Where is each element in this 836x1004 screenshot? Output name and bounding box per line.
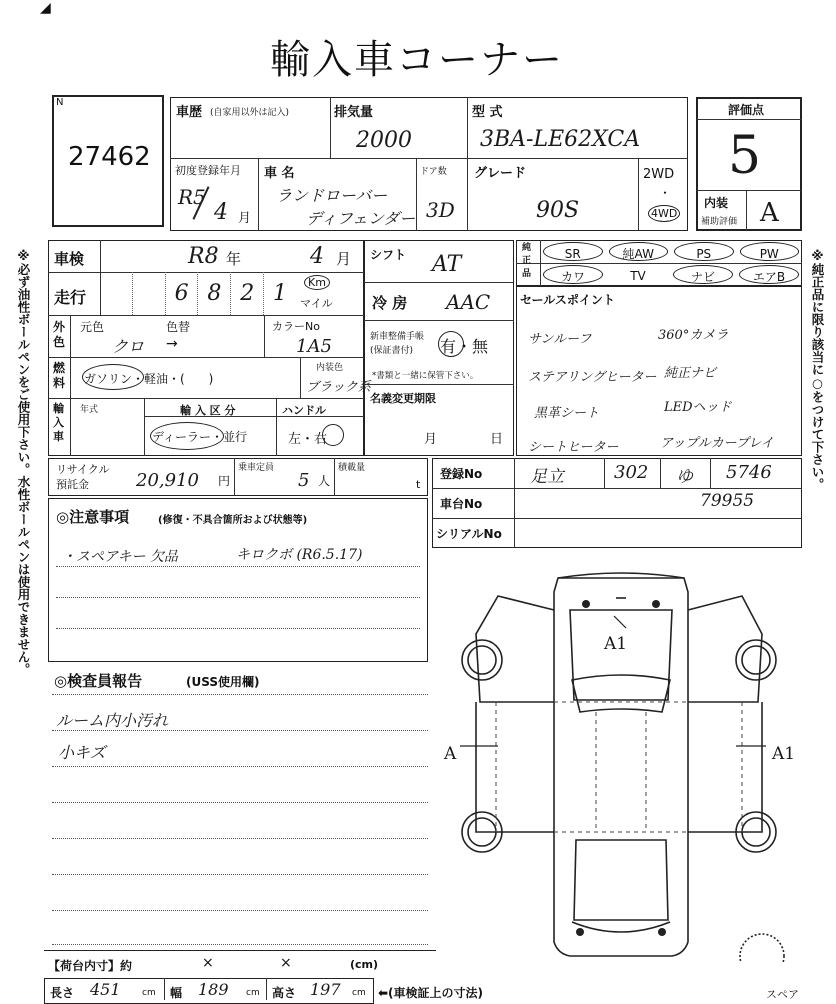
sales-point-7: シートヒーター bbox=[528, 440, 619, 455]
car-name-line1: ランドローバー bbox=[276, 186, 388, 205]
car-name-label: 車 名 bbox=[264, 166, 295, 181]
import-year-label: 年式 bbox=[80, 405, 99, 415]
equipment-tv: TV bbox=[630, 269, 646, 283]
sales-point-6: LEDヘッド bbox=[664, 400, 732, 415]
first-reg-month-unit: 月 bbox=[238, 211, 252, 226]
fuel-label: 燃料 bbox=[53, 361, 66, 390]
chassis-label: 車台No bbox=[440, 497, 483, 511]
score-label: 評価点 bbox=[728, 103, 765, 117]
door-value: 3D bbox=[426, 198, 455, 222]
reg-area: 足立 bbox=[530, 467, 564, 487]
import-type-circle bbox=[150, 422, 224, 450]
drive-4wd: 4WD bbox=[648, 205, 680, 222]
capacity-unit: 人 bbox=[318, 474, 331, 488]
manual-circle bbox=[438, 331, 464, 357]
name-change-day: 日 bbox=[490, 432, 504, 447]
mileage-unit-km: Km bbox=[304, 275, 330, 290]
mileage-digit bbox=[100, 272, 133, 315]
drive-dot: ・ bbox=[659, 186, 672, 200]
history-note: (自家用以外は記入) bbox=[210, 108, 290, 118]
grade-label: グレード bbox=[474, 166, 527, 181]
mileage-cells bbox=[100, 272, 296, 315]
sales-points-label: セールスポイント bbox=[520, 293, 615, 307]
serial-label: シリアルNo bbox=[436, 527, 502, 541]
notes-line-1: ・スペアキー 欠品 bbox=[62, 549, 178, 565]
shaken-year: R8 bbox=[188, 244, 219, 269]
left-side-note: ※必ず油性ボールペンをご使用下さい。水性ボールペンは使用できません。 bbox=[16, 248, 31, 676]
car-name-line2: ディフェンダー bbox=[306, 209, 416, 228]
shaken-year-unit: 年 bbox=[226, 250, 242, 268]
recycle-label-1: リサイクル bbox=[56, 463, 110, 476]
width-unit: cm bbox=[246, 988, 260, 998]
color-code-value: 1A5 bbox=[296, 336, 332, 357]
mileage-digit: 2 bbox=[231, 272, 264, 315]
height-unit: cm bbox=[352, 988, 366, 998]
reg-number: 5746 bbox=[726, 462, 772, 483]
grade-value: 90S bbox=[536, 198, 580, 223]
sales-point-5: 黒革シート bbox=[534, 406, 600, 421]
interior-color-label: 内装色 bbox=[316, 363, 344, 373]
import-type-label: 輸 入 区 分 bbox=[180, 404, 236, 417]
sales-point-3: ステアリングヒーター bbox=[528, 370, 657, 385]
notes-sub: (修復・不具合箇所および状態等) bbox=[158, 515, 308, 526]
diagram-mark-left: A bbox=[444, 744, 457, 764]
length-unit: cm bbox=[142, 988, 156, 998]
width-value: 189 bbox=[198, 980, 229, 999]
inspector-sub: (USS使用欄) bbox=[186, 675, 260, 689]
first-reg-month: 4 bbox=[214, 200, 228, 225]
interior-color-value: ブラック系 bbox=[306, 380, 371, 395]
lot-number-box bbox=[52, 95, 164, 227]
right-side-note: ※純正品に限り該当に○をつけて下さい。 bbox=[810, 248, 825, 491]
notes-line-1b: キロクボ (R6.5.17) bbox=[236, 547, 363, 563]
equipment-row-2 bbox=[540, 263, 802, 286]
aircon-value: AAC bbox=[446, 290, 491, 314]
inspector-line-1: ルーム内小汚れ bbox=[56, 711, 169, 730]
width-label: 幅 bbox=[170, 986, 183, 1000]
sales-point-1: サンルーフ bbox=[528, 332, 592, 347]
import-type-value: ディーラー・並行 bbox=[152, 430, 248, 444]
orig-color-label: 元色 bbox=[80, 320, 105, 334]
displacement-label: 排気量 bbox=[334, 105, 374, 120]
shaken-month: 4 bbox=[310, 244, 324, 269]
equipment-navi: ナビ bbox=[673, 265, 733, 284]
height-value: 197 bbox=[310, 980, 341, 999]
orig-color-value: クロ bbox=[112, 337, 145, 356]
equipment-ps: PS bbox=[674, 242, 734, 261]
displacement-value: 2000 bbox=[356, 128, 412, 153]
mileage-digit: 8 bbox=[198, 272, 231, 315]
color-code-label: カラーNo bbox=[272, 320, 320, 333]
equipment-row-1 bbox=[540, 240, 802, 263]
equipment-side-label: 純正品 bbox=[522, 243, 532, 279]
manual-note: *書類と一緒に保管下さい。 bbox=[372, 371, 479, 381]
capacity-label: 乗車定員 bbox=[238, 463, 275, 473]
fuel-options: ガソリン・軽油・( ) bbox=[84, 372, 214, 386]
outer-color-label: 外色 bbox=[53, 320, 66, 349]
handle-label: ハンドル bbox=[282, 404, 326, 417]
lot-number-corner: N bbox=[56, 97, 64, 108]
interior-label: 内装 bbox=[704, 196, 729, 210]
name-change-label: 名義変更期限 bbox=[370, 392, 436, 405]
page-title: 輸入車コーナー bbox=[270, 37, 564, 83]
shaken-month-unit: 月 bbox=[336, 250, 352, 268]
interior-value: A bbox=[760, 198, 779, 228]
inspector-line-2: 小キズ bbox=[58, 743, 106, 762]
interior-sub: 補助評価 bbox=[701, 217, 738, 227]
change-color-label: 色替 bbox=[166, 320, 191, 334]
reg-kana: ゆ bbox=[676, 467, 693, 487]
dimensions-note: ⬅(車検証上の寸法) bbox=[378, 986, 484, 1000]
reg-label: 登録No bbox=[440, 467, 483, 481]
mileage-digit bbox=[133, 272, 166, 315]
equipment-pw: PW bbox=[740, 242, 800, 261]
sales-point-8: アップルカープレイ bbox=[660, 436, 774, 451]
first-reg-label: 初度登録年月 bbox=[175, 164, 241, 177]
length-value: 451 bbox=[90, 980, 121, 999]
load-unit: t bbox=[416, 478, 421, 491]
cargo-label: 【荷台内寸】約 bbox=[48, 959, 133, 973]
manual-label: 新車整備手帳(保証書付) bbox=[370, 332, 425, 356]
inspector-label: ◎検査員報告 bbox=[54, 672, 143, 690]
capacity-value: 5 bbox=[298, 470, 310, 491]
notes-label: ◎注意事項 bbox=[56, 508, 130, 526]
equipment-aw: 純AW bbox=[609, 242, 669, 261]
model-value: 3BA-LE62XCA bbox=[480, 127, 641, 152]
corner-mark: ◢ bbox=[40, 0, 51, 16]
shaken-label: 車検 bbox=[54, 250, 85, 268]
handle-circle bbox=[322, 424, 344, 446]
height-label: 高さ bbox=[272, 986, 297, 1000]
load-label: 積載量 bbox=[338, 463, 366, 473]
length-label: 長さ bbox=[50, 986, 75, 1000]
manual-value: 有・無 bbox=[440, 337, 489, 356]
chassis-value: 79955 bbox=[700, 491, 755, 511]
equipment-sr: SR bbox=[543, 242, 603, 261]
name-change-month: 月 bbox=[424, 432, 438, 447]
model-label: 型 式 bbox=[472, 105, 503, 120]
car-diagram bbox=[436, 570, 802, 962]
import-side-label: 輸入車 bbox=[53, 402, 64, 443]
diagram-mark-top: A1 bbox=[604, 634, 628, 654]
recycle-label-2: 預託金 bbox=[56, 478, 89, 491]
shift-value: AT bbox=[432, 252, 462, 277]
diagram-mark-right: A1 bbox=[772, 744, 796, 764]
fuel-circle bbox=[82, 364, 144, 390]
cargo-unit: (cm) bbox=[350, 958, 379, 971]
first-reg-year: R5 bbox=[178, 185, 206, 209]
equipment-airbag: エアB bbox=[739, 265, 799, 284]
recycle-value: 20,910 bbox=[136, 470, 199, 491]
recycle-unit: 円 bbox=[218, 474, 231, 488]
aircon-label: 冷 房 bbox=[372, 294, 408, 312]
shift-label: シフト bbox=[370, 248, 407, 262]
history-label: 車歴 bbox=[176, 105, 203, 120]
mileage-unit-mile: マイル bbox=[300, 297, 333, 310]
reg-class: 302 bbox=[614, 462, 649, 483]
drive-2wd: 2WD bbox=[643, 167, 675, 182]
cargo-x1: × bbox=[202, 955, 214, 971]
lot-number: 27462 bbox=[68, 142, 151, 172]
mileage-label: 走行 bbox=[54, 288, 87, 307]
change-arrow: → bbox=[166, 336, 178, 352]
sales-point-4: 純正ナビ bbox=[664, 366, 717, 381]
mileage-digit: 6 bbox=[166, 272, 199, 315]
door-label: ドア数 bbox=[420, 167, 447, 177]
equipment-kawa: カワ bbox=[543, 265, 603, 284]
cargo-x2: × bbox=[280, 955, 292, 971]
handle-value: 左・右 bbox=[288, 432, 328, 447]
sales-point-2: 360°カメラ bbox=[658, 328, 729, 343]
spare-label: スペア bbox=[766, 988, 799, 1001]
mileage-digit: 1 bbox=[273, 281, 288, 306]
score-value: 5 bbox=[728, 126, 762, 186]
